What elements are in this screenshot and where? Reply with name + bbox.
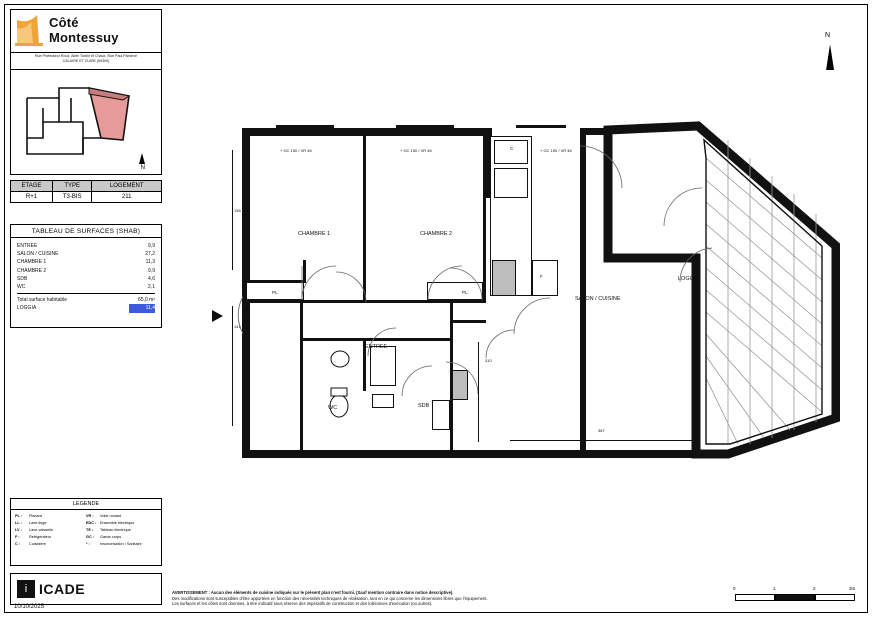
surfaces-title: TABLEAU DE SURFACES (SHAB) bbox=[10, 224, 162, 238]
front-door-swing bbox=[226, 288, 276, 340]
surface-value: 27,2 bbox=[145, 251, 155, 258]
legend-title: LEGENDE bbox=[11, 499, 161, 510]
icade-brand-label: ICADE bbox=[39, 581, 86, 597]
legend-code: F : bbox=[15, 535, 20, 539]
surface-value: 11,3 bbox=[145, 259, 155, 266]
legend-item bbox=[86, 534, 157, 541]
legend-text: Placard bbox=[29, 514, 42, 518]
scale-label: 0 bbox=[733, 586, 736, 591]
legend-text: Volet roulant bbox=[100, 514, 122, 518]
room-label-salon-cuisine: SALON / CUISINE bbox=[575, 296, 621, 302]
surface-label: ENTREE bbox=[17, 243, 38, 249]
surfaces-table bbox=[10, 238, 162, 328]
annotation-dim-310: 310 bbox=[485, 358, 492, 363]
compass-north bbox=[818, 32, 840, 74]
door-swings bbox=[242, 128, 712, 458]
room-label-entree: ENTREE bbox=[365, 344, 388, 350]
legend-item bbox=[86, 520, 157, 527]
scale-label: 1 bbox=[773, 586, 776, 591]
warning-text bbox=[172, 590, 602, 607]
legend-item bbox=[86, 527, 157, 534]
surface-label: CHAMBRE 2 bbox=[17, 267, 47, 274]
compass-arrow-highlight-icon bbox=[826, 44, 830, 70]
annotation-dim-141: 141 bbox=[234, 324, 241, 329]
surface-value: 9,9 bbox=[148, 243, 155, 249]
info-header-etage: ETAGE bbox=[11, 181, 53, 192]
company-name-line2: Montessuy bbox=[49, 30, 119, 45]
plan-date: 10/10/2025 bbox=[14, 604, 45, 610]
legend-item bbox=[15, 534, 86, 541]
legend-item bbox=[15, 527, 86, 534]
dimension-line-south bbox=[510, 440, 700, 441]
surface-loggia-row bbox=[17, 304, 155, 312]
room-label-wc: WC bbox=[328, 405, 338, 411]
legend-text: Réfrigérateur bbox=[29, 535, 52, 539]
warning-line-1: AVERTISSEMENT : Aucun des éléments de cuisine indiqués sur le présent plan n'est fourni. (Sauf mention contraire dans notice descriptive). bbox=[172, 590, 454, 595]
surface-label: SDB bbox=[17, 275, 28, 282]
legend-column-left bbox=[15, 513, 86, 548]
surface-loggia-value: 11,4 bbox=[129, 304, 155, 312]
compass-north-label: N bbox=[825, 32, 831, 39]
surface-label: SALON / CUISINE bbox=[17, 251, 59, 258]
scale-segment bbox=[815, 594, 855, 601]
surface-row bbox=[17, 250, 155, 258]
legend-text: Garde-corps bbox=[100, 535, 122, 539]
surface-row bbox=[17, 283, 155, 291]
scale-segment bbox=[775, 594, 815, 601]
legend-code: C : bbox=[15, 542, 21, 546]
dimension-line-west-1 bbox=[232, 150, 233, 270]
legend-item bbox=[15, 513, 86, 520]
legend-item bbox=[86, 541, 157, 548]
window-chambre2 bbox=[396, 125, 454, 128]
window-chambre1 bbox=[276, 125, 334, 128]
address-line-2: CALUIRE ET CUIRE (69300) bbox=[62, 58, 110, 63]
scale-label: 2 bbox=[813, 586, 816, 591]
dimension-line-west-2 bbox=[232, 306, 233, 426]
company-name-line1: Côté bbox=[49, 15, 79, 30]
scale-bar bbox=[735, 586, 855, 608]
surface-loggia-label: LOGGIA bbox=[17, 305, 37, 312]
address-box bbox=[10, 53, 162, 70]
annotation-window-3: + GC 150 / VR 46 bbox=[540, 148, 572, 153]
surface-total-row bbox=[17, 293, 155, 304]
legend-code: EDC : bbox=[86, 521, 97, 525]
window-salon bbox=[516, 125, 566, 128]
legend-item bbox=[86, 513, 157, 520]
legend-box bbox=[10, 498, 162, 566]
room-label-fridge: F bbox=[540, 274, 543, 279]
dimension-line-mid bbox=[478, 342, 479, 442]
legend-text: Tableau électrique bbox=[100, 528, 131, 532]
room-label-chambre2: CHAMBRE 2 bbox=[420, 231, 453, 237]
annotation-dim-387: 387 bbox=[598, 428, 605, 433]
legend-column-right bbox=[86, 513, 157, 548]
surface-value: 9,9 bbox=[148, 267, 155, 274]
info-value-type: T3-BIS bbox=[52, 192, 91, 203]
legend-item bbox=[15, 541, 86, 548]
info-value-logement: 211 bbox=[92, 192, 162, 203]
surface-row bbox=[17, 275, 155, 283]
legend-code: * : bbox=[86, 542, 90, 546]
room-label-chambre1: CHAMBRE 1 bbox=[298, 231, 331, 237]
room-label-pl-2: PL. bbox=[462, 290, 469, 295]
surface-row bbox=[17, 242, 155, 250]
location-minimap bbox=[10, 70, 162, 175]
company-logo-box bbox=[10, 9, 162, 53]
legend-code: PL : bbox=[15, 514, 23, 518]
legend-text: Ensemble électrique bbox=[100, 521, 135, 525]
info-table-header-row bbox=[11, 181, 162, 192]
scale-segment bbox=[735, 594, 775, 601]
room-label-loggia: LOGGIA bbox=[678, 276, 700, 282]
legend-code: TE : bbox=[86, 528, 94, 532]
annotation-window-1: + GC 150 / VR 46 bbox=[280, 148, 312, 153]
room-label-pl-1: PL. bbox=[272, 290, 279, 295]
legend-text: Cuisinière bbox=[29, 542, 46, 546]
surface-total-label: Total surface habitable bbox=[17, 297, 68, 304]
warning-line-3: Les surfaces et les côtes sont données, à titre indicatif sous réserve des impératifs de construction et des tolérances d'exécution (ou autres). bbox=[172, 601, 433, 607]
legend-text: Lave-vaisselle bbox=[29, 528, 54, 532]
legend-item bbox=[15, 520, 86, 527]
entrance-arrow-icon bbox=[212, 310, 223, 322]
company-name bbox=[49, 15, 119, 45]
minimap-north-label: N bbox=[140, 165, 145, 171]
info-header-type: TYPE bbox=[52, 181, 91, 192]
sail-logo-icon bbox=[15, 14, 43, 46]
info-table bbox=[10, 180, 162, 203]
surface-label: CHAMBRE 1 bbox=[17, 259, 47, 266]
floor-plan bbox=[180, 110, 840, 490]
minimap-floorplate bbox=[23, 82, 135, 160]
surface-value: 4,6 bbox=[148, 275, 155, 282]
room-label-sdb: SDB bbox=[418, 403, 430, 409]
legend-text: Insonorisation / Sanitaire bbox=[100, 542, 142, 546]
legend-text: Lave-linge bbox=[29, 521, 47, 525]
legend-code: LL : bbox=[15, 521, 22, 525]
legend-code: LV : bbox=[15, 528, 22, 532]
minimap-north-arrow-icon bbox=[139, 153, 145, 164]
address-line-1: Rue Professeur Roux, Allée Turbin et Chaux, Rue Paul Painlevé bbox=[34, 54, 138, 58]
surface-row bbox=[17, 267, 155, 275]
legend-code: GC : bbox=[86, 535, 95, 539]
surface-total-value: 65,0 m² bbox=[138, 297, 155, 304]
scale-label: 3m bbox=[849, 586, 856, 591]
warning-line-2: Des modifications sont susceptibles d'être apportées en fonction des nécessités techniques de réalisation, tant en ce qui concerne les dimensions libres que l'équipement. bbox=[172, 595, 488, 601]
surface-value: 2,1 bbox=[148, 284, 155, 291]
surface-row bbox=[17, 258, 155, 266]
icade-mark-icon: i bbox=[17, 580, 35, 598]
room-label-cuisiniere: C bbox=[510, 146, 514, 151]
info-table-value-row bbox=[11, 192, 162, 203]
legend-code: VR : bbox=[86, 514, 94, 518]
info-header-logement: LOGEMENT bbox=[92, 181, 162, 192]
info-value-etage: R+1 bbox=[11, 192, 53, 203]
icade-logo-box bbox=[10, 573, 162, 605]
annotation-window-2: + GC 150 / VR 46 bbox=[400, 148, 432, 153]
annotation-dim-155: 155 bbox=[234, 208, 241, 213]
surface-label: WC bbox=[17, 284, 26, 291]
